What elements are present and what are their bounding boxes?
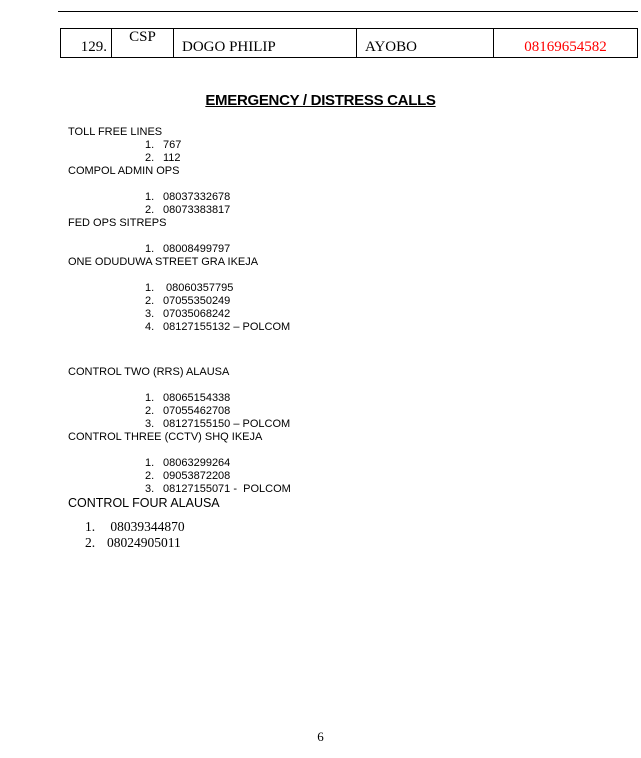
list-item (68, 321, 641, 334)
section-label-control-two: CONTROL TWO (RRS) ALAUSA (68, 366, 230, 378)
roster-cell-serial (61, 29, 111, 57)
list-item-number: 1. (85, 519, 96, 534)
list-item (68, 152, 641, 165)
phone-number: 08073383817 (163, 204, 231, 216)
list-item-number: 2. (145, 470, 155, 482)
page-title: EMERGENCY / DISTRESS CALLS (205, 92, 436, 109)
spacer (68, 379, 641, 392)
list-item (68, 308, 641, 321)
phone-number: 07055462708 (163, 405, 231, 417)
phone-number: 08037332678 (163, 191, 231, 203)
list-item (68, 418, 641, 431)
list-item (68, 139, 641, 152)
list-item (68, 470, 641, 483)
phone-number: 08060357795 (163, 282, 234, 294)
spacer (68, 269, 641, 282)
list-item-number: 2. (145, 204, 155, 216)
list-item-number: 3. (145, 483, 155, 495)
phone-number: 08127155150 – POLCOM (163, 418, 291, 430)
list-item (68, 405, 641, 418)
roster-cell-phone (493, 29, 637, 57)
section-label-control-three: CONTROL THREE (CCTV) SHQ IKEJA (68, 431, 263, 443)
phone-number: 08065154338 (163, 392, 231, 404)
section-label-compol-admin-ops: COMPOL ADMIN OPS (68, 165, 180, 177)
list-item-number: 2. (145, 405, 155, 417)
list-item (68, 295, 641, 308)
list-item-number: 1. (145, 139, 155, 151)
list-item-number: 2. (145, 152, 155, 164)
phone-number: 07055350249 (163, 295, 231, 307)
roster-cell-rank (111, 29, 173, 57)
spacer (68, 444, 641, 457)
phone-number: 08008499797 (163, 243, 231, 255)
phone-number: 08127155071 - POLCOM (163, 483, 291, 495)
section-label-oduduwa: ONE ODUDUWA STREET GRA IKEJA (68, 256, 259, 268)
list-item (68, 282, 641, 295)
list-item-number: 3. (145, 308, 155, 320)
roster-table-fragment (60, 28, 638, 58)
phone-number: 767 (163, 139, 182, 151)
section-label-fed-ops-sitreps: FED OPS SITREPS (68, 217, 167, 229)
section-label-toll-free: TOLL FREE LINES (68, 126, 163, 138)
rank-text: CSP (129, 29, 156, 45)
roster-cell-station (356, 29, 493, 57)
list-item-number: 1. (145, 457, 155, 469)
serial-number: 129. (80, 39, 107, 55)
page-number: 6 (317, 729, 324, 744)
list-item (68, 191, 641, 204)
list-item (68, 535, 641, 551)
phone-number: 08024905011 (107, 535, 181, 550)
phone-number: 112 (163, 152, 181, 164)
list-item (68, 243, 641, 256)
section-label-control-four: CONTROL FOUR ALAUSA (68, 496, 220, 510)
list-item-number: 1. (145, 191, 155, 203)
phone-number: 08127155132 – POLCOM (163, 321, 291, 333)
phone-number: 08063299264 (163, 457, 231, 469)
list-item-number: 1. (145, 392, 155, 404)
spacer (68, 334, 641, 366)
list-item-number: 3. (145, 418, 155, 430)
emergency-calls-body (68, 126, 641, 551)
list-item-number: 2. (145, 295, 155, 307)
phone-number-red: 08169654582 (524, 39, 607, 55)
phone-number: 07035068242 (163, 308, 231, 320)
list-item-number: 2. (85, 535, 96, 550)
list-item (68, 457, 641, 470)
spacer (68, 511, 641, 519)
officer-name: DOGO PHILIP (182, 39, 276, 55)
spacer (68, 230, 641, 243)
roster-cell-name (173, 29, 356, 57)
list-item (68, 519, 641, 535)
spacer (68, 178, 641, 191)
list-item-number: 1. (145, 282, 155, 294)
list-item-number: 1. (145, 243, 155, 255)
station-name: AYOBO (365, 39, 417, 55)
list-item (68, 483, 641, 496)
list-item-number: 4. (145, 321, 155, 333)
list-item (68, 392, 641, 405)
phone-number: 08039344870 (107, 519, 185, 534)
page-break-rule (58, 11, 638, 12)
list-item (68, 204, 641, 217)
phone-number: 09053872208 (163, 470, 231, 482)
